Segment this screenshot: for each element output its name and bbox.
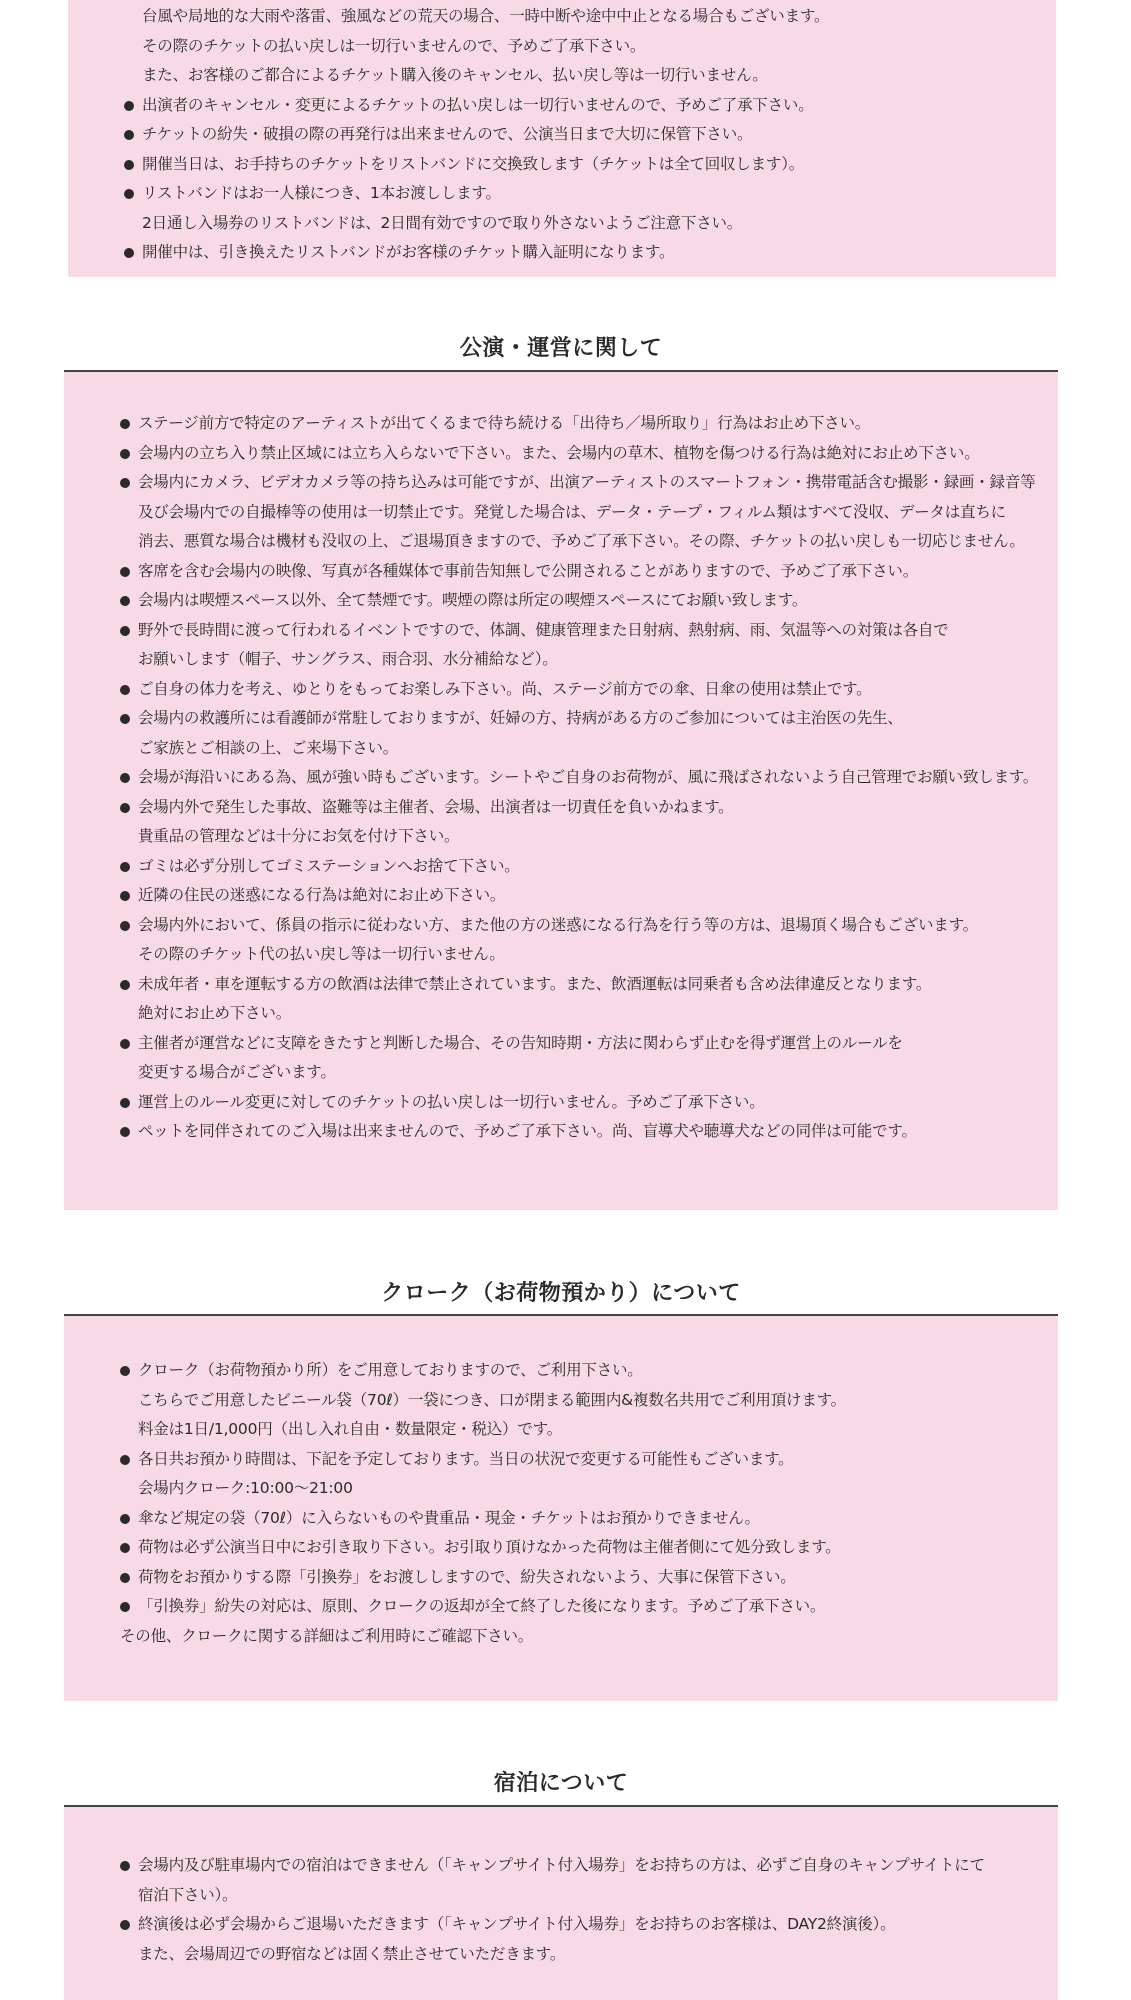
- bullet-dot-icon: [120, 1039, 130, 1049]
- note-line: [120, 734, 1038, 764]
- note-text: リストバンドはお一人様につき、1本お渡しします。: [142, 184, 501, 202]
- note-item: [124, 179, 829, 209]
- note-item: [120, 557, 1038, 587]
- note-line: [120, 1386, 846, 1416]
- note-text: ゴミは必ず分別してゴミステーションへお捨て下さい。: [138, 856, 520, 875]
- note-text: 運営上のルール変更に対してのチケットの払い戻しは一切行いません。予めご了承下さい。: [138, 1092, 765, 1111]
- bullet-dot-icon: [120, 714, 130, 724]
- bullet-dot-icon: [120, 803, 130, 813]
- bullet-dot-icon: [120, 596, 130, 606]
- operations-notes-panel: [64, 372, 1058, 1210]
- note-text: 出演者のキャンセル・変更によるチケットの払い戻しは一切行いませんので、予めご了承下さい。: [142, 95, 814, 114]
- note-line: [120, 1622, 846, 1652]
- note-text: 消去、悪質な場合は機材も没収の上、ご退場頂きますので、予めご了承下さい。その際、チケットの払い戻しも一切応じません。: [138, 532, 1025, 550]
- bullet-dot-icon: [120, 419, 130, 429]
- note-text: また、会場周辺での野宿などは固く禁止させていただきます。: [138, 1944, 566, 1963]
- note-line: [120, 822, 1038, 852]
- note-item: [120, 1088, 1038, 1118]
- bullet-dot-icon: [124, 101, 134, 111]
- note-item: [120, 911, 1038, 941]
- bullet-dot-icon: [124, 189, 134, 199]
- note-item: [120, 1563, 846, 1593]
- bullet-dot-icon: [120, 449, 130, 459]
- bullet-dot-icon: [120, 862, 130, 872]
- note-text: 会場内及び駐車場内での宿泊はできません（「キャンプサイト付入場券」をお持ちの方は、必ずご自身のキャンプサイトにて: [138, 1856, 985, 1874]
- note-item: [120, 409, 1038, 439]
- bullet-dot-icon: [120, 626, 130, 636]
- note-text: 会場内外において、係員の指示に従わない方、また他の方の迷惑になる行為を行う等の方は、退場頂く場合もございます。: [138, 915, 978, 934]
- note-item: [124, 91, 829, 121]
- bullet-dot-icon: [120, 773, 130, 783]
- bullet-dot-icon: [120, 980, 130, 990]
- note-text: 宿泊下さい）。: [138, 1885, 238, 1904]
- note-text: ペットを同伴されてのご入場は出来ませんので、予めご了承下さい。尚、盲導犬や聴導犬などの同伴は可能です。: [138, 1122, 917, 1140]
- note-text: 会場内にカメラ、ビデオカメラ等の持ち込みは可能ですが、出演アーティストのスマートフォン・携帯電話含む撮影・録画・録音等: [138, 473, 1036, 491]
- note-item: [120, 1592, 846, 1622]
- note-text: ステージ前方で特定のアーティストが出てくるまで待ち続ける「出待ち／場所取り」行為はお止め下さい。: [138, 414, 871, 432]
- note-text: 会場内クローク:10:00〜21:00: [138, 1479, 353, 1497]
- note-item: [124, 238, 829, 268]
- note-text: 野外で長時間に渡って行われるイベントですので、体調、健康管理また日射病、熱射病、雨、気温等への対策は各自で: [138, 620, 949, 639]
- note-text: お願いします（帽子、サングラス、雨合羽、水分補給など）。: [138, 650, 558, 668]
- note-text: ご家族とご相談の上、ご来場下さい。: [138, 738, 399, 757]
- note-text: 終演後は必ず会場からご退場いただきます（「キャンプサイト付入場券」をお持ちのお客様は、DAY2終演後）。: [138, 1915, 896, 1933]
- bullet-dot-icon: [120, 1127, 130, 1137]
- bullet-dot-icon: [120, 478, 130, 488]
- bullet-dot-icon: [120, 1366, 130, 1376]
- note-text: 主催者が運営などに支障をきたすと判断した場合、その告知時期・方法に関わらず止むを得ず運営上のルールを: [138, 1033, 903, 1052]
- bullet-dot-icon: [120, 1602, 130, 1612]
- note-item: [120, 704, 1038, 734]
- note-item: [120, 1533, 846, 1563]
- note-text: その際のチケットの払い戻しは一切行いませんので、予めご了承下さい。: [142, 36, 646, 55]
- note-line: [120, 940, 1038, 970]
- note-line: [124, 61, 829, 91]
- note-item: [120, 1356, 846, 1386]
- note-item: [120, 970, 1038, 1000]
- note-text: 開催当日は、お手持ちのチケットをリストバンドに交換致します（チケットは全て回収します）。: [142, 154, 805, 173]
- note-line: [120, 1415, 846, 1445]
- note-text: 会場内外で発生した事故、盗難等は主催者、会場、出演者は一切責任を負いかねます。: [138, 797, 734, 816]
- note-item: [120, 1504, 846, 1534]
- cloak-section-title: クローク（お荷物預かり）について: [381, 1281, 741, 1306]
- note-item: [120, 763, 1038, 793]
- note-item: [120, 586, 1038, 616]
- note-text: 各日共お預かり時間は、下記を予定しております。当日の状況で変更する可能性もございます。: [138, 1449, 794, 1468]
- note-line: [120, 527, 1038, 557]
- bullet-dot-icon: [120, 1543, 130, 1553]
- note-item: [120, 1910, 985, 1940]
- note-text: 「引換券」紛失の対応は、原則、クロークの返却が全て終了した後になります。予めご了承下さい。: [138, 1597, 826, 1615]
- note-text: 客席を含む会場内の映像、写真が各種媒体で事前告知無しで公開されることがありますので、予めご了承下さい。: [138, 561, 918, 580]
- note-item: [124, 150, 829, 180]
- note-line: [120, 1474, 846, 1504]
- note-item: [120, 881, 1038, 911]
- lodging-section-title: 宿泊について: [493, 1771, 629, 1796]
- note-line: [124, 32, 829, 62]
- bullet-dot-icon: [120, 891, 130, 901]
- note-text: 開催中は、引き換えたリストバンドがお客様のチケット購入証明になります。: [142, 243, 675, 261]
- note-line: [120, 1940, 985, 1970]
- note-text: その他、クロークに関する詳細はご利用時にご確認下さい。: [120, 1626, 534, 1645]
- bullet-dot-icon: [120, 1861, 130, 1871]
- note-line: [120, 498, 1038, 528]
- cloak-notes-list: [120, 1356, 846, 1651]
- bullet-dot-icon: [120, 1573, 130, 1583]
- bullet-dot-icon: [124, 130, 134, 140]
- note-text: 会場内の救護所には看護師が常駐しておりますが、妊婦の方、持病がある方のご参加については主治医の先生、: [138, 709, 903, 727]
- lodging-notes-panel: [64, 1807, 1058, 2000]
- bullet-dot-icon: [120, 921, 130, 931]
- note-text: 会場内は喫煙スペース以外、全て禁煙です。喫煙の際は所定の喫煙スペースにてお願い致します。: [138, 591, 808, 609]
- note-text: ご自身の体力を考え、ゆとりをもってお楽しみ下さい。尚、ステージ前方での傘、日傘の使用は禁止です。: [138, 679, 872, 698]
- cloak-notes-panel: [64, 1316, 1058, 1701]
- bullet-dot-icon: [124, 248, 134, 258]
- note-item: [120, 1117, 1038, 1147]
- operations-notes-list: [120, 409, 1038, 1147]
- ticket-notes-list: [124, 2, 829, 268]
- bullet-dot-icon: [120, 685, 130, 695]
- note-text: 会場内の立ち入り禁止区域には立ち入らないで下さい。また、会場内の草木、植物を傷つける行為は絶対にお止め下さい。: [138, 443, 980, 462]
- note-line: [124, 209, 829, 239]
- bullet-dot-icon: [120, 567, 130, 577]
- note-text: 絶対にお止め下さい。: [138, 1004, 292, 1022]
- note-line: [124, 2, 829, 32]
- bullet-dot-icon: [120, 1514, 130, 1524]
- bullet-dot-icon: [120, 1455, 130, 1465]
- note-text: 傘など規定の袋（70ℓ）に入らないものや貴重品・現金・チケットはお預かりできません。: [138, 1508, 760, 1527]
- note-text: 変更する場合がございます。: [138, 1063, 336, 1081]
- note-item: [120, 1029, 1038, 1059]
- note-text: 荷物をお預かりする際「引換券」をお渡ししますので、紛失されないよう、大事に保管下さい。: [138, 1567, 796, 1586]
- note-text: 料金は1日/1,000円（出し入れ自由・数量限定・税込）です。: [138, 1420, 563, 1438]
- note-line: [120, 999, 1038, 1029]
- note-item: [120, 616, 1038, 646]
- note-item: [120, 468, 1038, 498]
- note-text: その際のチケット代の払い戻し等は一切行いません。: [138, 945, 505, 963]
- note-item: [120, 1851, 985, 1881]
- lodging-notes-list: [120, 1851, 985, 1969]
- note-text: 台風や局地的な大雨や落雷、強風などの荒天の場合、一時中断や途中中止となる場合もございます。: [142, 7, 830, 25]
- note-text: 貴重品の管理などは十分にお気を付け下さい。: [138, 827, 460, 845]
- ticket-notes-panel: [68, 0, 1056, 277]
- note-line: [120, 1058, 1038, 1088]
- note-text: 近隣の住民の迷惑になる行為は絶対にお止め下さい。: [138, 886, 506, 904]
- note-text: 会場が海沿いにある為、風が強い時もございます。シートやご自身のお荷物が、風に飛ばされないよう自己管理でお願い致します。: [138, 768, 1039, 786]
- note-text: 荷物は必ず公演当日中にお引き取り下さい。お引取り頂けなかった荷物は主催者側にて処分致します。: [138, 1538, 841, 1556]
- note-text: また、お客様のご都合によるチケット購入後のキャンセル、払い戻し等は一切行いません。: [142, 66, 768, 84]
- bullet-dot-icon: [120, 1098, 130, 1108]
- note-item: [120, 852, 1038, 882]
- note-item: [120, 675, 1038, 705]
- note-item: [124, 120, 829, 150]
- bullet-dot-icon: [124, 160, 134, 170]
- note-text: チケットの紛失・破損の際の再発行は出来ませんので、公演当日まで大切に保管下さい。: [142, 125, 753, 143]
- note-text: クローク（お荷物預かり所）をご用意しておりますので、ご利用下さい。: [138, 1361, 643, 1379]
- note-text: こちらでご用意したビニール袋（70ℓ）一袋につき、口が閉まる範囲内&複数名共用でご利用頂けます。: [138, 1390, 846, 1409]
- note-item: [120, 439, 1038, 469]
- operations-section-title: 公演・運営に関して: [459, 336, 663, 361]
- note-item: [120, 1445, 846, 1475]
- note-line: [120, 1881, 985, 1911]
- note-text: 未成年者・車を運転する方の飲酒は法律で禁止されています。また、飲酒運転は同乗者も含め法律違反となります。: [138, 974, 932, 993]
- note-line: [120, 645, 1038, 675]
- note-item: [120, 793, 1038, 823]
- bullet-dot-icon: [120, 1920, 130, 1930]
- note-text: 2日通し入場券のリストバンドは、2日間有効ですので取り外さないようご注意下さい。: [142, 213, 743, 232]
- note-text: 及び会場内での自撮棒等の使用は一切禁止です。発覚した場合は、データ・テープ・フィルム類はすべて没収、データは直ちに: [138, 502, 1006, 521]
